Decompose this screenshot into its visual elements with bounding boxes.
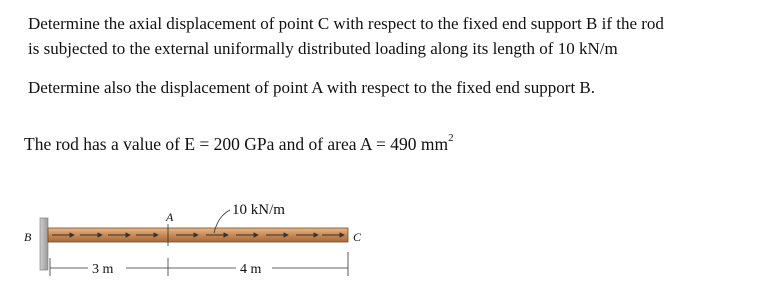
load-label: 10 kN/m <box>232 202 285 218</box>
material-properties <box>24 130 454 154</box>
point-a-label: A <box>166 210 174 224</box>
area-unit-exponent: 2 <box>448 132 454 144</box>
dimension-left-label: 3 m <box>92 262 114 277</box>
properties-text: The rod has a value of E = 200 GPa and of area A = 490 mm <box>24 133 449 154</box>
problem-line-3: Determine also the displacement of point A with respect to the fixed end support B. <box>28 78 596 97</box>
rod-diagram <box>0 185 380 290</box>
support-label-b: B <box>24 230 32 244</box>
point-c-label: C <box>353 230 362 244</box>
dimension-right-label: 4 m <box>240 262 262 277</box>
problem-line-2: is subjected to the external uniformally distributed loading along its length of 10 kN/m <box>28 39 618 58</box>
problem-line-1: Determine the axial displacement of point C with respect to the fixed end support B if the rod <box>28 14 664 33</box>
fixed-support <box>40 218 48 270</box>
